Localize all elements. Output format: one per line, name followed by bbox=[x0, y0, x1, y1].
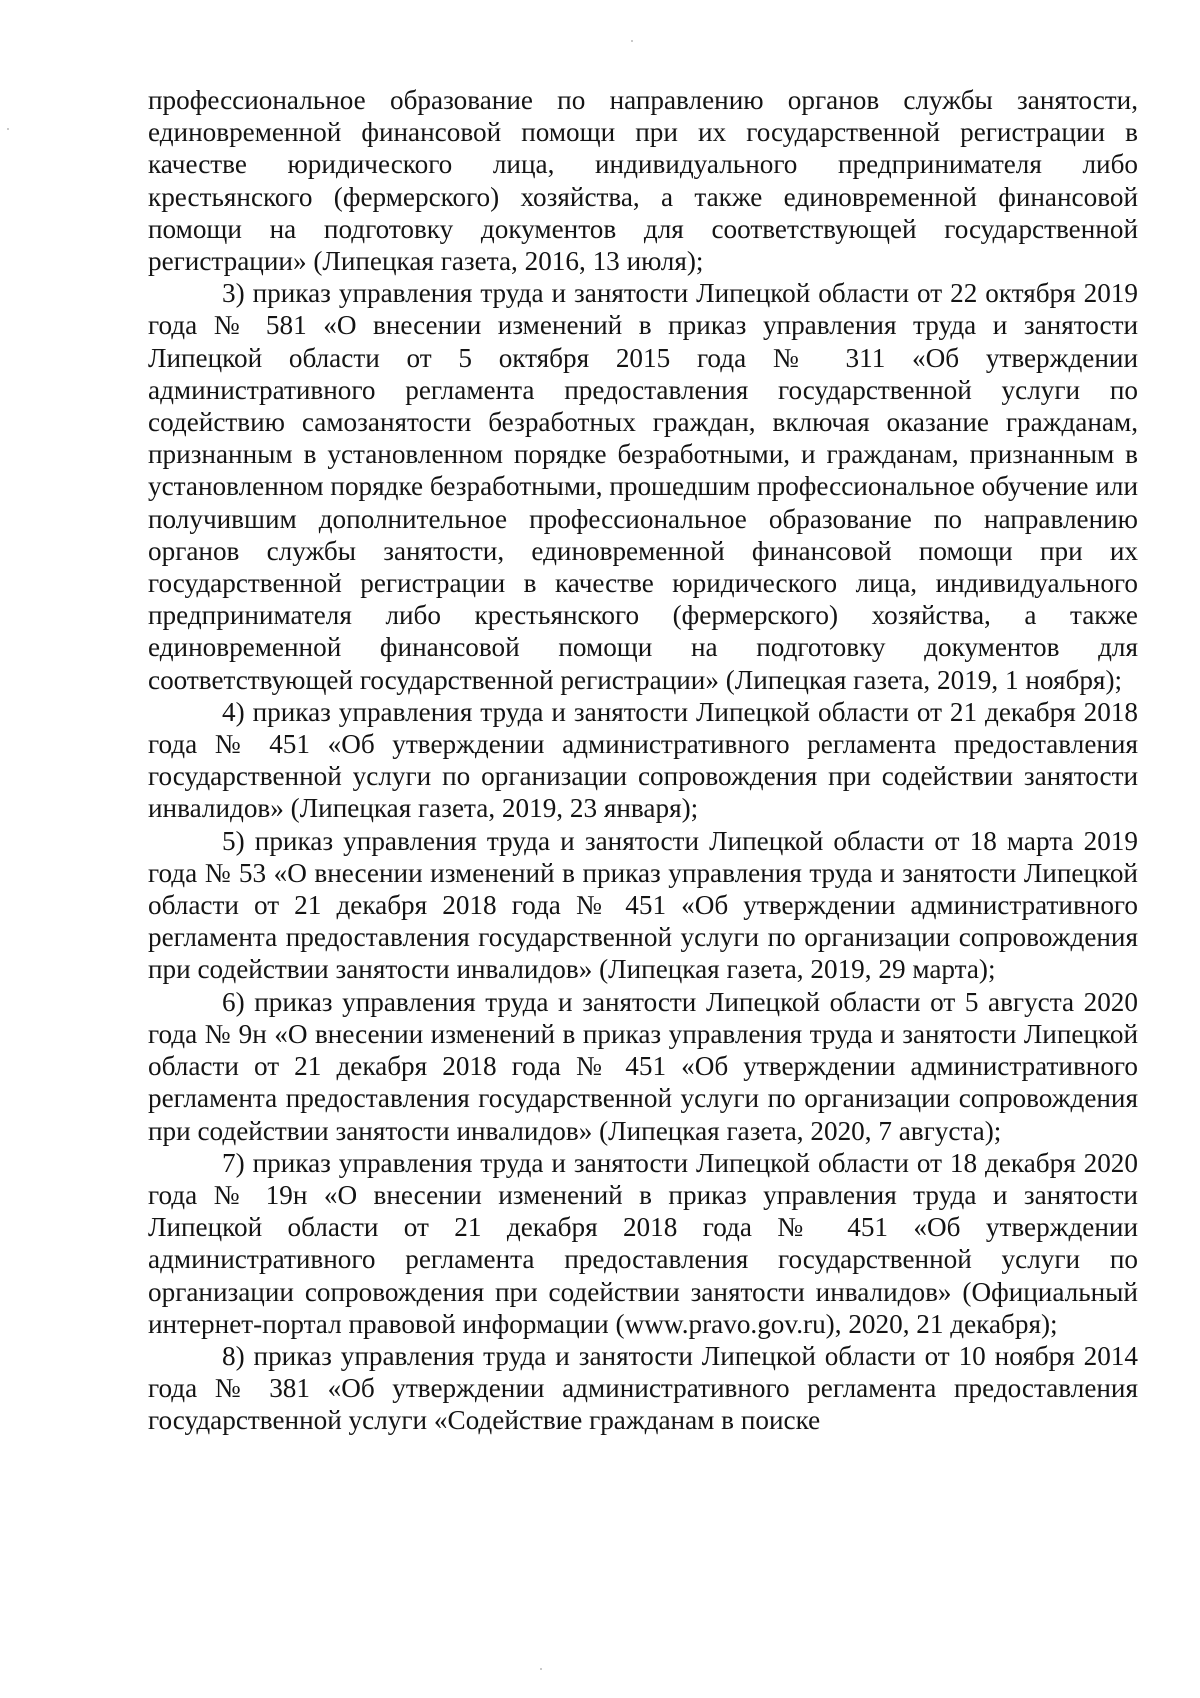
scan-speck bbox=[7, 128, 9, 130]
list-item-7: 7) приказ управления труда и занятости Липецкой области от 18 декабря 2020 года № 19н «О внесении изменений в приказ управления труда и занятости Липецкой области от 21 декабря 2018 года № 451 «Об утверждении административного регламента предоставления государственной услуги по организации сопровождения при содействии занятости инвалидов» (Официальный интернет-портал правовой информации (www.pravo.gov.ru), 2020, 21 декабря); bbox=[148, 1147, 1138, 1339]
list-item-3: 3) приказ управления труда и занятости Липецкой области от 22 октября 2019 года № 581 «О внесении изменений в приказ управления труда и занятости Липецкой области от 5 октября 2015 года № 311 «Об утверждении административного регламента предоставления государственной услуги по содействию самозанятости безработных граждан, включая оказание гражданам, признанным в установленном порядке безработными, и гражданам, признанным в установленном порядке безработными, прошедшим профессиональное обучение или получившим дополнительное профессиональное образование по направлению органов службы занятости, единовременной финансовой помощи при их государственной регистрации в качестве юридического лица, индивидуального предпринимателя либо крестьянского (фермерского) хозяйства, а также единовременной финансовой помощи на подготовку документов для соответствующей государственной регистрации» (Липецкая газета, 2019, 1 ноября); bbox=[148, 278, 1138, 695]
list-item-8: 8) приказ управления труда и занятости Липецкой области от 10 ноября 2014 года № 381 «Об утверждении административного регламента предоставления государственной услуги «Содействие гражданам в поиске bbox=[148, 1340, 1138, 1436]
list-item-6: 6) приказ управления труда и занятости Липецкой области от 5 августа 2020 года № 9н «О внесении изменений в приказ управления труда и занятости Липецкой области от 21 декабря 2018 года № 451 «Об утверждении административного регламента предоставления государственной услуги по организации сопровождения при содействии занятости инвалидов» (Липецкая газета, 2020, 7 августа); bbox=[148, 986, 1138, 1146]
continuation-paragraph: профессиональное образование по направлению органов службы занятости, единовременной финансовой помощи при их государственной регистрации в качестве юридического лица, индивидуального предпринимателя либо крестьянского (фермерского) хозяйства, а также единовременной финансовой помощи на подготовку документов для соответствующей государственной регистрации» (Липецкая газета, 2016, 13 июля); bbox=[148, 85, 1138, 277]
list-item-4: 4) приказ управления труда и занятости Липецкой области от 21 декабря 2018 года № 451 «Об утверждении административного регламента предоставления государственной услуги по организации сопровождения при содействии занятости инвалидов» (Липецкая газета, 2019, 23 января); bbox=[148, 696, 1138, 824]
document-body bbox=[148, 84, 1138, 1437]
scan-speck bbox=[540, 1668, 542, 1670]
list-item-5: 5) приказ управления труда и занятости Липецкой области от 18 марта 2019 года № 53 «О внесении изменений в приказ управления труда и занятости Липецкой области от 21 декабря 2018 года № 451 «Об утверждении административного регламента предоставления государственной услуги по организации сопровождения при содействии занятости инвалидов» (Липецкая газета, 2019, 29 марта); bbox=[148, 825, 1138, 985]
scan-speck bbox=[631, 40, 633, 42]
